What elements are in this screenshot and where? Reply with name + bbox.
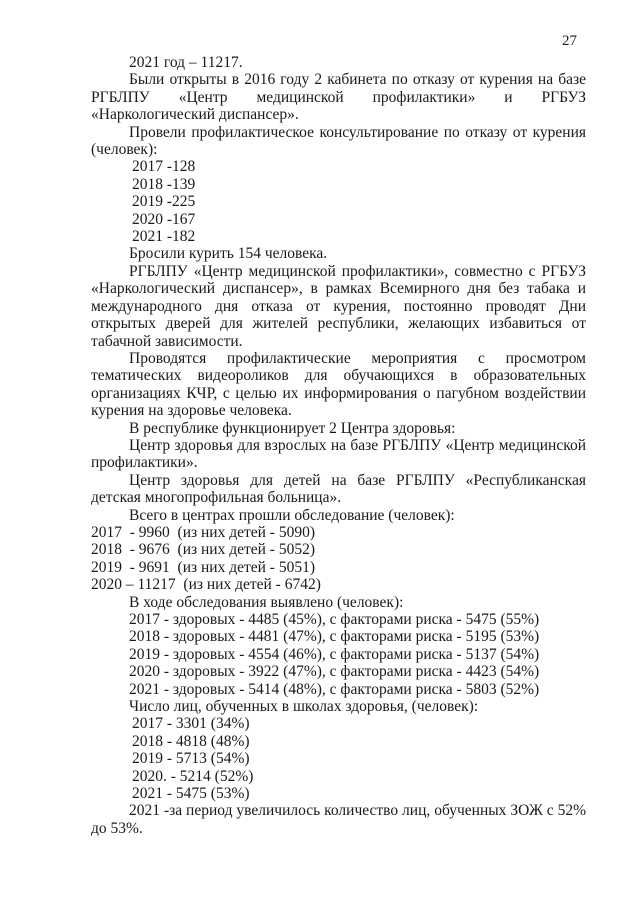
list-item: 2020. - 5214 (52%) [132, 767, 254, 785]
paragraph-conclusion: 2021 -за период увеличилось количество лиц, обученных ЗОЖ с 52% до 53%. [91, 802, 586, 837]
list-item: 2021 - здоровых - 5414 (48%), с факторами риска - 5803 (52%) [129, 680, 540, 698]
trained-list [91, 715, 586, 802]
list-item: 2017 -128 [132, 158, 196, 176]
paragraph-quit-smoking: Бросили курить 154 человека. [129, 245, 328, 263]
list-item: 2020 -167 [132, 210, 196, 228]
list-item: 2021 - 5475 (53%) [132, 785, 250, 803]
list-item: 2017 - здоровых - 4485 (45%), с факторами риска - 5475 (55%) [129, 611, 540, 628]
paragraph-children-center: Центр здоровья для детей на базе РГБЛПУ «Республиканская детская многопрофильная больница». [91, 471, 586, 507]
list-item: 2020 - здоровых - 3922 (47%), с факторами риска - 4423 (54%) [129, 663, 540, 681]
paragraph-consultations-intro: Провели профилактическое консультирование по отказу от курения (человек): [91, 123, 586, 159]
list-item: 2019 -225 [132, 193, 196, 211]
list-item: 2017 - 9960 (из них детей - 5090) [91, 523, 315, 541]
detected-list [91, 611, 586, 698]
paragraph-adult-center: Центр здоровья для взрослых на базе РГБЛПУ «Центр медицинской профилактики». [91, 436, 586, 472]
paragraph-prevention-events: Проводятся профилактические мероприятия с просмотром тематических видеороликов для обучающихся в образовательных организациях КЧР, с целью их информирования о пагубном воздействии курения на здоровье человека. [91, 349, 586, 420]
examined-list [91, 524, 586, 594]
page-number: 27 [562, 33, 577, 49]
page-content [91, 54, 586, 837]
list-item: 2018 - 9676 (из них детей - 5052) [91, 541, 315, 559]
list-item: 2018 - здоровых - 4481 (47%), с факторами риска - 5195 (53%) [129, 628, 540, 646]
paragraph-total-2021: 2021 год – 11217. [129, 54, 243, 71]
list-item: 2019 - 5713 (54%) [132, 750, 250, 768]
paragraph-detected-intro: В ходе обследования выявлено (человек): [129, 593, 404, 611]
paragraph-cabinets-opened: Были открыты в 2016 году 2 кабинета по отказу от курения на базе РГБЛПУ «Центр медицинской профилактики» и РГБУЗ «Наркологический диспансер». [91, 71, 586, 124]
list-item: 2017 - 3301 (34%) [132, 715, 250, 733]
list-item: 2019 - здоровых - 4554 (46%), с факторами риска - 5137 (54%) [129, 645, 540, 663]
paragraph-open-days: РГБЛПУ «Центр медицинской профилактики», совместно с РГБУЗ «Наркологический диспансер», в рамках Всемирного дня без табака и международного дня отказа от курения, постоянно проводят Дни открытых дверей для жителей республики, желающих избавиться от табачной зависимости. [91, 262, 586, 350]
paragraph-health-centers: В республике функционирует 2 Центра здоровья: [129, 419, 456, 437]
paragraph-trained-intro: Число лиц, обученных в школах здоровья, (человек): [129, 698, 479, 716]
list-item: 2018 -139 [132, 175, 196, 193]
consultations-list [91, 158, 586, 245]
list-item: 2019 - 9691 (из них детей - 5051) [91, 558, 315, 576]
list-item: 2020 – 11217 (из них детей - 6742) [91, 576, 321, 594]
paragraph-examined-intro: Всего в центрах прошли обследование (человек): [129, 506, 455, 524]
list-item: 2021 -182 [132, 228, 196, 246]
list-item: 2018 - 4818 (48%) [132, 732, 250, 750]
